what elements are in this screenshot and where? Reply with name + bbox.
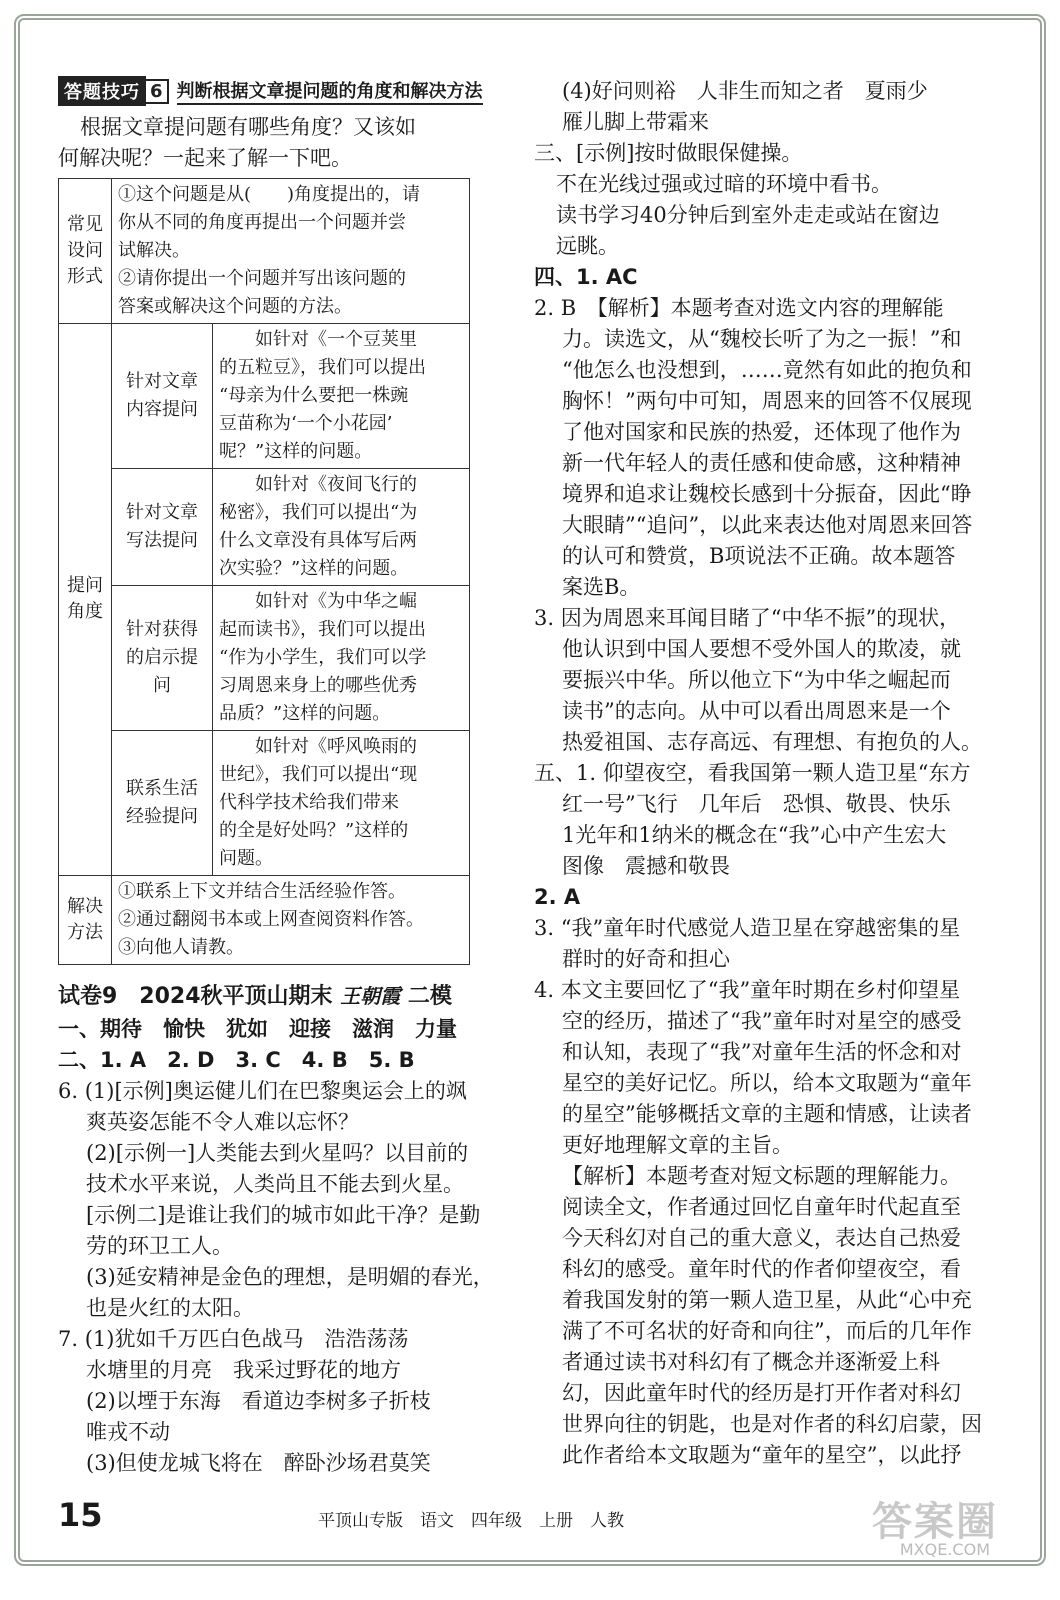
tips-table <box>58 178 470 965</box>
tip-badge: 答题技巧 <box>58 76 146 106</box>
answer-line: 他认识到中国人要想不受外国人的欺凌，就 <box>562 637 961 661</box>
tips-subcategory: 联系生活 经验提问 <box>112 731 213 876</box>
answer-line: (2)[示例一]人类能去到火星吗？以目前的 <box>86 1141 469 1165</box>
answer-line: 四、1. AC <box>534 265 638 289</box>
answer-line: 唯戎不动 <box>86 1420 170 1444</box>
answer-line: 三、[示例]按时做眼保健操。 <box>534 141 803 165</box>
tips-subcategory: 针对文章 写法提问 <box>112 469 213 586</box>
answer-line: 阅读全文，作者通过回忆自童年时代起直至 <box>562 1195 961 1219</box>
answer-line: 热爱祖国、志存高远、有理想、有抱负的人。 <box>562 730 982 754</box>
answer-line: 满了不可名状的好奇和向往”，而后的几年作 <box>562 1319 972 1343</box>
answer-line: 爽英姿怎能不令人难以忘怀？ <box>86 1110 359 1134</box>
answer-line: 读书学习40分钟后到室外走走或站在窗边 <box>556 203 940 227</box>
answer-line: (3)延安精神是金色的理想，是明媚的春光， <box>86 1265 494 1289</box>
tips-content: 如针对《夜间飞行的 秘密》，我们可以提出“为 什么文章没有具体写后两 次实验？”这样的问题。 <box>213 469 470 586</box>
answer-line: 【解析】本题考查对短文标题的理解能力。 <box>562 1164 961 1188</box>
answer-line: 幻，因此童年时代的经历是打开作者对科幻 <box>562 1381 961 1405</box>
answer-line: [示例二]是谁让我们的城市如此干净？是勤 <box>86 1203 481 1227</box>
answer-line: 水塘里的月亮 我采过野花的地方 <box>86 1358 401 1382</box>
tip-header <box>58 76 498 106</box>
answer-line: 和认知，表现了“我”对童年生活的怀念和对 <box>562 1040 962 1064</box>
tips-row-angle <box>59 731 470 876</box>
tips-row-common-forms <box>59 179 470 324</box>
answer-line: 技术水平来说，人类尚且不能去到火星。 <box>86 1172 464 1196</box>
tips-category: 常见设问形式 <box>59 179 112 324</box>
answer-line: 图像 震撼和敬畏 <box>562 854 730 878</box>
tips-row-angle <box>59 469 470 586</box>
answer-line: 读书”的志向。从中可以看出周恩来是一个 <box>562 699 951 723</box>
answer-line: 大眼睛”“追问”，以此来表达他对周恩来回答 <box>562 513 973 537</box>
tips-content: 如针对《一个豆荚里 的五粒豆》，我们可以提出 “母亲为什么要把一株豌 豆苗称为‘一个小花园’ 呢？”这样的问题。 <box>213 324 470 469</box>
answer-line: (3)但使龙城飞将在 醉卧沙场君莫笑 <box>86 1451 431 1475</box>
watermark-url: MXQE.COM <box>899 1540 990 1559</box>
answer-line: 新一代年轻人的责任感和使命感，这种精神 <box>562 451 961 475</box>
tips-row-angle <box>59 324 470 469</box>
answer-line: 星空的美好记忆。所以，给本文取题为“童年 <box>562 1071 972 1095</box>
answer-line: 群时的好奇和担心 <box>562 947 730 971</box>
tips-category: 解决方法 <box>59 876 112 965</box>
tip-title: 判断根据文章提问题的角度和解决方法 <box>177 77 483 105</box>
answer-line: 力。读选文，从“魏校长听了为之一振！”和 <box>562 327 962 351</box>
answer-line: 要振兴中华。所以他立下“为中华之崛起而 <box>562 668 951 692</box>
answer-line: 今天科幻对自己的重大意义，表达自己热爱 <box>562 1226 961 1250</box>
answer-line: 五、1. 仰望夜空，看我国第一颗人造卫星“东方 <box>534 761 971 785</box>
page-footer <box>58 1496 1008 1559</box>
edition-info: 平顶山专版 语文 四年级 上册 人教 <box>318 1511 624 1531</box>
watermark-logo: 答案圈 <box>872 1499 998 1545</box>
answer-line: 案选B。 <box>562 575 641 599</box>
answer-line: 的认可和赞赏，B项说法不正确。故本题答 <box>562 544 956 568</box>
answer-line: 4. 本文主要回忆了“我”童年时期在乡村仰望星 <box>534 978 961 1002</box>
tip-intro-line: 何解决呢？一起来了解一下吧。 <box>58 146 352 170</box>
answer-line: 科幻的感受。童年时代的作者仰望夜空，看 <box>562 1257 961 1281</box>
answer-line: 雁儿脚上带霜来 <box>562 110 709 134</box>
left-answers <box>58 1014 498 1479</box>
answer-line: (2)以堙于东海 看道边李树多子折枝 <box>86 1389 431 1413</box>
answer-line: 二、1. A 2. D 3. C 4. B 5. B <box>58 1048 415 1072</box>
answer-line: 世界向往的钥匙，也是对作者的科幻启蒙，因 <box>562 1412 982 1436</box>
tips-content: 如针对《呼风唤雨的 世纪》，我们可以提出“现 代科学技术给我们带来 的全是好处吗？”这样的 问题。 <box>213 731 470 876</box>
answer-line: 更好地理解文章的主旨。 <box>562 1133 793 1157</box>
answer-line: 着我国发射的第一颗人造卫星，从此“心中充 <box>562 1288 972 1312</box>
answer-line: 空的经历，描述了“我”童年时对星空的感受 <box>562 1009 962 1033</box>
answer-line: “他怎么也没想到，……竟然有如此的抱负和 <box>562 358 972 382</box>
tips-category: 提问角度 <box>59 324 112 876</box>
tips-content: 如针对《为中华之崛 起而读书》，我们可以提出 “作为小学生，我们可以学 习周恩来身上的哪些优秀 品质？”这样的问题。 <box>213 586 470 731</box>
answer-line: 了他对国家和民族的热爱，还体现了他作为 <box>562 420 961 444</box>
tips-subcategory: 针对文章 内容提问 <box>112 324 213 469</box>
answer-line: 的星空”能够概括文章的主题和情感，让读者 <box>562 1102 972 1126</box>
answer-line: 不在光线过强或过暗的环境中看书。 <box>556 172 892 196</box>
answer-line: 境界和追求让魏校长感到十分振奋，因此“睁 <box>562 482 972 506</box>
answer-line: 2. B 【解析】本题考查对选文内容的理解能 <box>534 296 944 320</box>
answer-line: 劳的环卫工人。 <box>86 1234 233 1258</box>
tip-number: 6 <box>144 79 169 104</box>
answer-line: 2. A <box>534 885 581 909</box>
right-column <box>534 76 1008 1471</box>
answer-line: 6. (1)[示例]奥运健儿们在巴黎奥运会上的飒 <box>58 1079 467 1103</box>
brand-logo: 王朝霞 <box>340 984 401 1008</box>
answer-line: 1光年和1纳米的概念在“我”心中产生宏大 <box>562 823 947 847</box>
answer-line: 者通过读书对科幻有了概念并逐渐爱上科 <box>562 1350 940 1374</box>
exam-title: 试卷9 2024秋平顶山期末 王朝霞 二模 <box>58 984 452 1009</box>
answer-line: 此作者给本文取题为“童年的星空”，以此抒 <box>562 1443 962 1467</box>
left-column <box>58 76 498 1479</box>
answer-line: 3. “我”童年时代感觉人造卫星在穿越密集的星 <box>534 916 961 940</box>
answer-line: 3. 因为周恩来耳闻目睹了“中华不振”的现状， <box>534 606 961 630</box>
answer-line: 红一号”飞行 几年后 恐惧、敬畏、快乐 <box>562 792 951 816</box>
tips-subcategory: 针对获得 的启示提问 <box>112 586 213 731</box>
tips-row-methods <box>59 876 470 965</box>
tips-content: ①这个问题是从( )角度提出的，请 你从不同的角度再提出一个问题并尝 试解决。 ②请你提出一个问题并写出该问题的 答案或解决这个问题的方法。 <box>112 179 470 324</box>
answer-line: 远眺。 <box>556 234 619 258</box>
tips-row-angle <box>59 586 470 731</box>
tip-intro-line: 根据文章提问题有哪些角度？又该如 <box>80 115 416 139</box>
answer-line: 一、期待 愉快 犹如 迎接 滋润 力量 <box>58 1017 457 1041</box>
page-number: 15 <box>58 1496 103 1534</box>
answer-line: (4)好问则裕 人非生而知之者 夏雨少 <box>562 79 928 103</box>
answer-line: 胸怀！”两句中可知，周恩来的回答不仅展现 <box>562 389 972 413</box>
answer-line: 7. (1)犹如千万匹白色战马 浩浩荡荡 <box>58 1327 409 1351</box>
answer-line: 也是火红的太阳。 <box>86 1296 254 1320</box>
tips-content: ①联系上下文并结合生活经验作答。 ②通过翻阅书本或上网查阅资料作答。 ③向他人请教。 <box>112 876 470 965</box>
page-content <box>58 76 1008 1516</box>
